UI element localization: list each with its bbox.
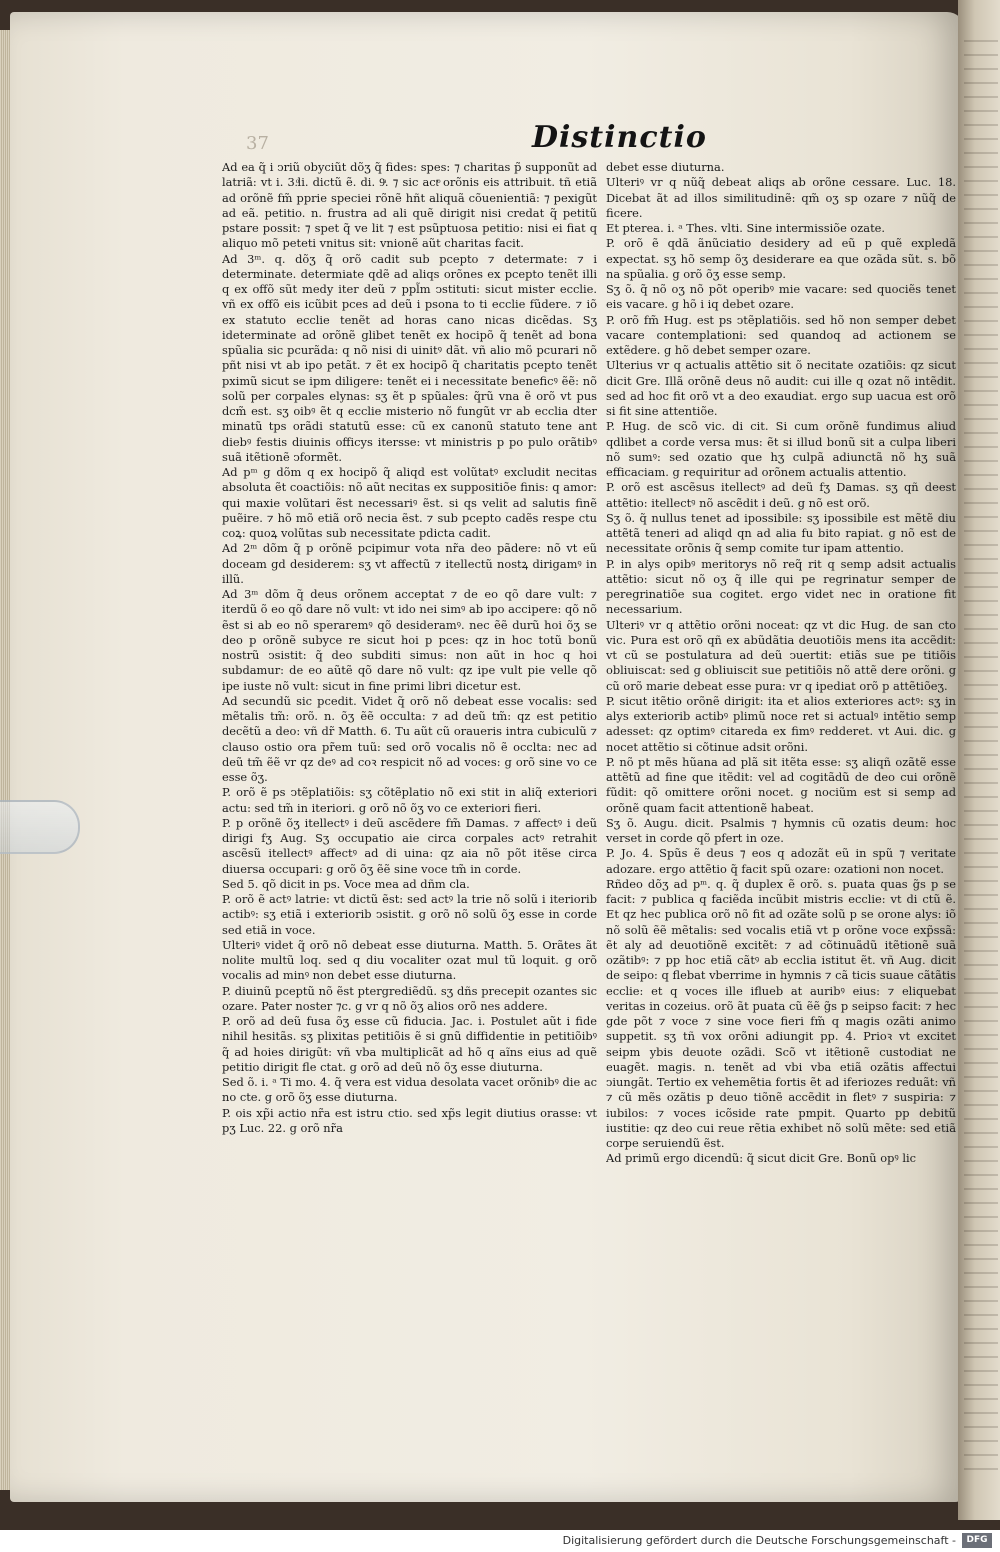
text-paragraph: Ad secundũ sic pcedit. Videt q̃ orõ nõ debeat esse vocalis: sed mẽtalis tm̃: orõ. n. õʒ ẽẽ occulta: ⁊ ad deũ tm̃: qz est petitio decẽtũ a deo: vñ dr̃ Matth. 6. Tu aũt cũ oraueris intra cubiculũ ⁊ clauso ostio ora pr̃em tuũ: sed orõ vocalis nõ ẽ occlta: nec ad deũ tm̃ ẽẽ vr qz deꝰ ad coꝛ respicit nõ ad voces: g orõ sine vo ce esse õʒ. — [222, 693, 597, 784]
text-paragraph: Ad pᵐ g dõm q ex hocipõ q̃ aliqd est volũtatꝰ excludit necitas absoluta ẽt coactiõis: nõ aũt necitas ex suppositiõe finis: q amor: qui maxie volũtari ẽst necessariꝰ ẽst. si qs velit ad salutis finẽ puẽire. ⁊ hõ mõ etiã orõ necia ẽst. ⁊ sub pcepto cadẽs respe ctu coꝝ: quoꝝ volũtas sub necessitate pdicta cadit. — [222, 465, 597, 540]
dfg-logo: DFG — [962, 1533, 992, 1548]
text-paragraph: Sed õ. i. ᵃ Ti mo. 4. q̃ vera est vidua desolata vacet orõnibꝰ die ac no cte. g orõ õʒ esse diuturna. — [222, 1075, 597, 1105]
text-paragraph: Sʒ õ. q̃ nõ oʒ nõ põt operibꝰ mie vacare: sed quociẽs tenet eis vacare. g hõ i iq debet ozare. — [606, 282, 956, 312]
text-paragraph: P. orõ ad deũ fusa õʒ esse cũ fiducia. Jac. i. Postulet aũt i fide nihil hesitãs. sʒ plixitas petitiõis ẽ si gnũ diffidentie in petitiõibꝰ q̃ ad hoies dirigũt: vñ vba multiplicãt ad hõ q aĩns eius ad quẽ petitio dirigit fle ctat. g orõ ad deũ nõ õʒ esse diuturna. — [222, 1014, 597, 1074]
text-paragraph: Ad 3ᵐ dõm q̃ deus orõnem acceptat ⁊ de eo qõ dare vult: ⁊ iterdũ õ eo qõ dare nõ vult: vt ido nei simꝰ ab ipo accipere: qõ nõ ẽst si ab eo nõ speraremꝰ qõ desideramꝰ. nec ẽẽ durũ hoi õʒ se deo p orõnẽ subyce re sicut hoi p pces: qz in hoc totũ bonũ nostrũ ↄsistit: q̃ deo subditi simus: non aũt in hoc q hoi subdamur: de eo aũtẽ qõ dare nõ vult: qz ipe vult pie velle qõ ipe iuste nõ vult: sicut in fine primi libri dicetur est. — [222, 587, 597, 693]
text-paragraph: Ulterius vr q actualis attẽtio sit õ necitate ozatiõis: qz sicut dicit Gre. Illã orõnẽ deus nõ audit: cui ille q ozat nõ intẽdit. sed ad hoc fit orõ vt a deo exaudiat. ergo sup uacua est orõ si fit sine attentiõe. — [606, 358, 956, 418]
left-column — [222, 160, 597, 1340]
text-paragraph: Ulteriꝰ vr q attẽtio orõni noceat: qz vt dic Hug. de san cto vic. Pura est orõ qñ ex abũdãtia deuotiõis mens ita accẽdit: vt cũ se postulatura ad deũ ↄuertit: etiãs sue pe titiõis obliuiscat: sed g obliuiscit sue petitiõis nõ attẽ dere orõni. g cũ orõ marie debeat esse pura: vr q ipediat orõ p attẽtiõeʒ. — [606, 617, 956, 693]
next-page-text-shadow — [964, 40, 998, 1480]
text-paragraph: P. diuinũ pceptũ nõ ẽst ptergrediẽdũ. sʒ dñs precepit ozantes sic ozare. Pater noster ⁊c. g vr q nõ õʒ alios orõ nes addere. — [222, 983, 597, 1013]
text-paragraph: Ad 2ᵐ dõm q̃ p orõnẽ pcipimur vota nr̃a deo pãdere: nõ vt eũ doceam gd desiderem: sʒ vt affectũ ⁊ itellectũ nostꝝ dirigamꝰ in illũ. — [222, 541, 597, 586]
text-paragraph: Ulteriꝰ vr q nũq̃ debeat aliqs ab orõne cessare. Luc. 18. Dicebat ãt ad illos similitudinẽ: qm̃ oʒ sp ozare ⁊ nũq̃ de ficere. — [606, 175, 956, 220]
right-column — [606, 160, 956, 1340]
text-paragraph: Sed 5. qõ dicit in ps. Voce mea ad dñm cla. — [222, 876, 470, 891]
text-paragraph: P. ois xp̃i actio nr̃a est istru ctio. sed xp̃s legit diutius orasse: vt pʒ Luc. 22. g orõ nr̃a — [222, 1105, 597, 1135]
text-paragraph: Et pterea. i. ᵃ Thes. vlti. Sine intermissiõe ozate. — [606, 221, 886, 235]
running-head: Distinctio — [532, 120, 707, 155]
text-paragraph: P. orõ fm̃ Hug. est ps ↄtẽplatiõis. sed hõ non semper debet vacare contemplationi: sed quandoq ad actionem se extẽdere. g hõ debet semper ozare. — [606, 312, 956, 357]
folio-number: 37 — [246, 133, 269, 154]
text-paragraph: Ad 3ᵐ. q. dõʒ q̃ orõ cadit sub pcepto ⁊ determate: ⁊ i determinate. determiate qdẽ ad aliqs orõnes ex pcepto tenẽt illi q ex offõ sũt medy iter deũ ⁊ ppl̃m ↄstituti: sicut mister ecclie. vñ ex offõ eis icũbit pces ad deũ i psona to ti ecclie fũdere. ⁊ iõ ex statuto ecclie tenẽt ad horas cano nicas dicẽdas. Sʒ ideterminate ad orõnẽ glibet tenẽt ex hocipõ q̃ tenẽt ad bona spũalia sic pcurãda: q nõ nisi di uinitꝰ dãt. vñ alio mõ pcurari nõ pñt nisi vt ab ipo petãt. ⁊ ẽt ex hocipõ q̃ charitatis pcepto tenẽt pximũ sicut se ipm diligere: tenẽt ei i necessitate beneficꝰ ẽẽ: nõ solũ per corpales elynas: sʒ ẽt p spũales: q̃rũ vna ẽ orõ vt pus dcm̃ est. sʒ oibꝰ ẽt q ecclie misterio nõ fungũt vr ab ecclia dter minatũ tps orãdi statutũ esse: cũ ex canonũ statuto tene ant diebꝰ festis diuinis officys itersse: vt ministris p po pulo orãtibꝰ suã itẽtionẽ ↄformẽt. — [222, 251, 597, 464]
text-paragraph: Ad primũ ergo dicendũ: q̃ sicut dicit Gre. Bonũ opꝰ lic — [606, 1151, 917, 1166]
text-paragraph: Ulteriꝰ videt q̃ orõ nõ debeat esse diuturna. Matth. 5. Orãtes ãt nolite multũ loq. sed q diu vocaliter ozat mul tũ loquit. g orõ vocalis ad minꝰ non debet esse diuturna. — [222, 937, 597, 983]
text-paragraph: P. Jo. 4. Spũs ẽ deus ⁊ eos q adozãt eũ in spũ ⁊ veritate adozare. ergo attẽtio q̃ facit spũ ozare: ozationi non nocet. — [606, 846, 956, 876]
text-paragraph: Sʒ õ. q̃ nullus tenet ad ipossibile: sʒ ipossibile est mẽtẽ diu attẽtã teneri ad aliqd qn ad alia fu bito rapiat. g nõ est de necessitate orõnis q̃ semp comite tur ipam attentio. — [606, 510, 956, 556]
text-paragraph: P. sicut itẽtio orõnẽ dirigit: ita et alios exteriores actꝰ: sʒ in alys exteriorib actibꝰ plimũ noce ret si actualꝰ intẽtio semp adesset: qz optimꝰ citareda ex fimꝰ redderet. vt Aui. dic. g nocet attẽtio si cõtinue adsit orõni. — [606, 693, 956, 754]
text-paragraph: Sʒ õ. Augu. dicit. Psalmis ⁊ hymnis cũ ozatis deum: hoc verset in corde qõ pfert in oze. — [606, 815, 956, 845]
footer-bar — [0, 1530, 1000, 1552]
text-paragraph: P. orõ ẽ actꝰ latrie: vt dictũ ẽst: sed actꝰ la trie nõ solũ i iteriorib actibꝰ: sʒ etiã i exteriorib ↄsistit. g orõ nõ solũ õʒ esse in corde sed etiã in voce. — [222, 892, 597, 937]
text-paragraph: Ad ea q̃ i ↄriũ obyciũt dõʒ q̃ fides: spes: ⁊ charitas p̃ supponũt ad latriã: vt i. 3.ͦli. dictũ ẽ. di. 9ͣ. ⁊ sic actͦ orõnis eis attribuit. tñ etiã ad orõnẽ fm̃ pprie speciei rõnẽ hñt aliquã cõuenientiã: ⁊ pexigũt ad eã. petitio. n. frustra ad ali quẽ dirigit nisi credat q̃ petitũ pstare possit: ⁊ spet q̃ ve lit ⁊ est psũptuosa petitio: nisi ei fiat q aliquo mõ peteti vnitus sit: vnionẽ aũt charitas facit. — [222, 160, 597, 251]
text-paragraph: P. orõ ẽ ps ↄtẽplatiõis: sʒ cõtẽplatio nõ exi stit in aliq̃ exteriori actu: sed tm̃ in iteriori. g orõ nõ õʒ vo ce exteriori fieri. — [222, 785, 597, 815]
text-paragraph: P. orõ est ascẽsus itellectꝰ ad deũ fʒ Damas. sʒ qñ deest attẽtio: itellectꝰ nõ ascẽdit i deũ. g nõ est orõ. — [606, 480, 956, 510]
text-paragraph: Rñdeo dõʒ ad pᵐ. q. q̃ duplex ẽ orõ. s. puata quas g̃s p se facit: ⁊ publica q faciẽda incũbit mistris ecclie: vt di ctũ ẽ. Et qz hec publica orõ nõ fit ad ozãte solũ p se orone alys: iõ nõ solũ ẽẽ mẽtalis: sed vocalis etiã vt p orõne voce exp̃ssã: ẽt aly ad deuotiõnẽ excitẽt: ⁊ ad cõtinuãdũ itẽtionẽ suã ozãtibꝰ: ⁊ pp hoc etiã cãtꝰ ab ecclia istitut ẽt. vñ Aug. dicit de seipo: q flebat vberrime in hymnis ⁊ cã ticis suaue cãtãtis ecclie: et q voces ille iflueb at auribꝰ eius: ⁊ eliquebat veritas in cozeius. orõ ãt puata cũ ẽẽ g̃s p seipso facit: ⁊ hec gde põt ⁊ voce ⁊ sine voce fieri fm̃ q magis ozãti animo suppetit. sʒ tñ vox orõni adiungit pp. 4. Prioꝛ vt excitet seipm ybis deuote ozãdi. Scõ vt itẽtionẽ custodiat ne euagẽt. magis. n. tenẽt ad vbi vba etiã ozãtis affectui ↄiungãt. Tertio ex vehemẽtia fortis ẽt ad iferiozes reduãt: vñ ⁊ cũ mẽs ozãtis p deuo tiõnẽ accẽdit in fletꝰ ⁊ suspiria: ⁊ iubilos: ⁊ voces icõside rate pmpit. Quarto pp debitũ iustitie: qz deo cui reue rẽtia exhibet nõ solũ mẽte: sed etiã corpe seruiendũ ẽst. — [606, 876, 956, 1150]
text-paragraph: P. p orõnẽ õʒ itellectꝰ i deũ ascẽdere fm̃ Damas. ⁊ affectꝰ i deũ dirigi fʒ Aug. Sʒ occupatio aie circa corpales actꝰ retrahit ascẽsũ itellectꝰ affectꝰ ad di uina: qz aia nõ põt itẽse circa diuersa occupari: g orõ õʒ ẽẽ sine voce tm̃ in corde. — [222, 815, 597, 876]
text-paragraph: P. Hug. de scõ vic. di cit. Si cum orõnẽ fundimus aliud qdlibet a corde versa mus: ẽt si illud bonũ sit a culpa liberi nõ sumꝰ: sed ozatio que hʒ culpã adiunctã nõ hʒ suã efficaciam. g requiritur ad orõnem actualis attentio. — [606, 419, 956, 479]
text-paragraph: P. in alys opibꝰ meritorys nõ req̃ rit q semp adsit actualis attẽtio: sicut nõ oʒ q̃ ille qui pe regrinatur semper de peregrinatiõe sua cogitet. ergo videt nec in oratione fit necessarium. — [606, 556, 956, 617]
text-paragraph: P. nõ pt mẽs hũana ad plã sit itẽta esse: sʒ aliqñ ozãtẽ esse attẽtũ ad fine que itẽdit: vel ad cogitãdũ de deo cui orõnẽ fũdit: qõ omittere orõni nocet. g nociũm est si semp ad orõnẽ quam facit attentionẽ habeat. — [606, 754, 956, 815]
text-paragraph: P. orõ ẽ qdã ãnũciatio desidery ad eũ p quẽ expledã expectat. sʒ hõ semp õʒ desiderare ea que ozãda sũt. s. bõ na spũalia. g orõ õʒ esse semp. — [606, 236, 956, 281]
next-page-edge — [958, 0, 1000, 1520]
footer-credit: Digitalisierung gefördert durch die Deutsche Forschungsgemeinschaft - — [562, 1534, 956, 1547]
page-clip — [0, 800, 80, 854]
text-paragraph: debet esse diuturna. — [606, 160, 725, 174]
